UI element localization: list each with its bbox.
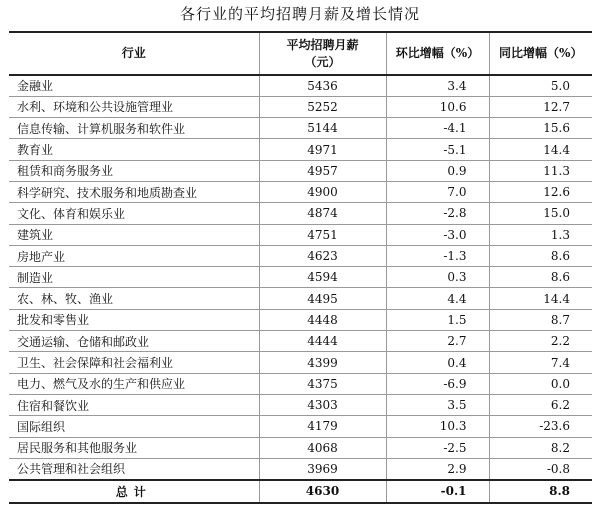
industry-cell: 租赁和商务服务业 bbox=[9, 160, 259, 181]
salary-cell: 5436 bbox=[259, 75, 386, 96]
mom-cell: 2.7 bbox=[386, 331, 489, 352]
table-row bbox=[9, 245, 592, 266]
yoy-cell: 15.6 bbox=[489, 118, 592, 139]
yoy-cell: 15.0 bbox=[489, 203, 592, 224]
yoy-cell: 14.4 bbox=[489, 288, 592, 309]
table-row bbox=[9, 373, 592, 394]
mom-cell: -4.1 bbox=[386, 118, 489, 139]
table-row bbox=[9, 75, 592, 96]
salary-cell: 4448 bbox=[259, 309, 386, 330]
industry-cell: 建筑业 bbox=[9, 224, 259, 245]
yoy-cell: 8.6 bbox=[489, 245, 592, 266]
industry-cell: 文化、体育和娱乐业 bbox=[9, 203, 259, 224]
header-industry: 行业 bbox=[9, 32, 259, 75]
yoy-cell: 12.6 bbox=[489, 181, 592, 202]
header-salary-line1: 平均招聘月薪 bbox=[286, 37, 359, 52]
mom-cell: 1.5 bbox=[386, 309, 489, 330]
mom-cell: -6.9 bbox=[386, 373, 489, 394]
yoy-cell: 6.2 bbox=[489, 394, 592, 415]
table-row bbox=[9, 288, 592, 309]
total-mom: -0.1 bbox=[386, 480, 489, 503]
table-body bbox=[9, 75, 592, 480]
yoy-cell: 7.4 bbox=[489, 352, 592, 373]
yoy-cell: 12.7 bbox=[489, 96, 592, 117]
salary-cell: 3969 bbox=[259, 458, 386, 479]
mom-cell: 2.9 bbox=[386, 458, 489, 479]
header-row bbox=[9, 32, 592, 75]
table-row bbox=[9, 160, 592, 181]
industry-cell: 水利、环境和公共设施管理业 bbox=[9, 96, 259, 117]
salary-cell: 4179 bbox=[259, 416, 386, 437]
table-row bbox=[9, 267, 592, 288]
industry-cell: 交通运输、仓储和邮政业 bbox=[9, 331, 259, 352]
table-row bbox=[9, 118, 592, 139]
mom-cell: -2.5 bbox=[386, 437, 489, 458]
yoy-cell: 8.6 bbox=[489, 267, 592, 288]
table-row bbox=[9, 139, 592, 160]
table-row bbox=[9, 309, 592, 330]
mom-cell: 10.6 bbox=[386, 96, 489, 117]
salary-cell: 4623 bbox=[259, 245, 386, 266]
industry-cell: 国际组织 bbox=[9, 416, 259, 437]
header-salary-line2: （元） bbox=[304, 54, 341, 69]
industry-cell: 电力、燃气及水的生产和供应业 bbox=[9, 373, 259, 394]
table-row bbox=[9, 331, 592, 352]
mom-cell: 0.3 bbox=[386, 267, 489, 288]
salary-cell: 4900 bbox=[259, 181, 386, 202]
salary-cell: 5144 bbox=[259, 118, 386, 139]
salary-cell: 4399 bbox=[259, 352, 386, 373]
yoy-cell: 5.0 bbox=[489, 75, 592, 96]
industry-cell: 住宿和餐饮业 bbox=[9, 394, 259, 415]
yoy-cell: 8.2 bbox=[489, 437, 592, 458]
mom-cell: -2.8 bbox=[386, 203, 489, 224]
salary-cell: 4957 bbox=[259, 160, 386, 181]
mom-cell: -5.1 bbox=[386, 139, 489, 160]
yoy-cell: 2.2 bbox=[489, 331, 592, 352]
industry-cell: 金融业 bbox=[9, 75, 259, 96]
industry-cell: 卫生、社会保障和社会福利业 bbox=[9, 352, 259, 373]
industry-cell: 科学研究、技术服务和地质勘查业 bbox=[9, 181, 259, 202]
yoy-cell: 1.3 bbox=[489, 224, 592, 245]
industry-cell: 居民服务和其他服务业 bbox=[9, 437, 259, 458]
header-mom: 环比增幅（%） bbox=[386, 32, 489, 75]
mom-cell: 0.9 bbox=[386, 160, 489, 181]
yoy-cell: -0.8 bbox=[489, 458, 592, 479]
mom-cell: -3.0 bbox=[386, 224, 489, 245]
yoy-cell: 0.0 bbox=[489, 373, 592, 394]
table-row bbox=[9, 437, 592, 458]
industry-cell: 信息传输、计算机服务和软件业 bbox=[9, 118, 259, 139]
industry-cell: 制造业 bbox=[9, 267, 259, 288]
total-row bbox=[9, 480, 592, 503]
salary-cell: 5252 bbox=[259, 96, 386, 117]
salary-cell: 4375 bbox=[259, 373, 386, 394]
mom-cell: 10.3 bbox=[386, 416, 489, 437]
mom-cell: 3.5 bbox=[386, 394, 489, 415]
salary-table bbox=[9, 31, 592, 504]
salary-cell: 4068 bbox=[259, 437, 386, 458]
table-title: 各行业的平均招聘月薪及增长情况 bbox=[179, 5, 420, 23]
table-row bbox=[9, 224, 592, 245]
yoy-cell: -23.6 bbox=[489, 416, 592, 437]
industry-cell: 批发和零售业 bbox=[9, 309, 259, 330]
yoy-cell: 14.4 bbox=[489, 139, 592, 160]
industry-cell: 公共管理和社会组织 bbox=[9, 458, 259, 479]
total-salary: 4630 bbox=[259, 480, 386, 503]
header-yoy: 同比增幅（%） bbox=[489, 32, 592, 75]
table-row bbox=[9, 181, 592, 202]
table-row bbox=[9, 458, 592, 479]
table-row bbox=[9, 394, 592, 415]
salary-cell: 4751 bbox=[259, 224, 386, 245]
mom-cell: -1.3 bbox=[386, 245, 489, 266]
salary-cell: 4303 bbox=[259, 394, 386, 415]
mom-cell: 4.4 bbox=[386, 288, 489, 309]
mom-cell: 7.0 bbox=[386, 181, 489, 202]
table-row bbox=[9, 96, 592, 117]
table-row bbox=[9, 203, 592, 224]
industry-cell: 教育业 bbox=[9, 139, 259, 160]
yoy-cell: 8.7 bbox=[489, 309, 592, 330]
salary-cell: 4444 bbox=[259, 331, 386, 352]
yoy-cell: 11.3 bbox=[489, 160, 592, 181]
total-label: 总计 bbox=[9, 480, 259, 503]
mom-cell: 0.4 bbox=[386, 352, 489, 373]
total-yoy: 8.8 bbox=[489, 480, 592, 503]
header-salary bbox=[259, 32, 386, 75]
industry-cell: 房地产业 bbox=[9, 245, 259, 266]
industry-cell: 农、林、牧、渔业 bbox=[9, 288, 259, 309]
salary-cell: 4594 bbox=[259, 267, 386, 288]
salary-cell: 4495 bbox=[259, 288, 386, 309]
salary-cell: 4971 bbox=[259, 139, 386, 160]
table-row bbox=[9, 352, 592, 373]
table-row bbox=[9, 416, 592, 437]
mom-cell: 3.4 bbox=[386, 75, 489, 96]
salary-cell: 4874 bbox=[259, 203, 386, 224]
